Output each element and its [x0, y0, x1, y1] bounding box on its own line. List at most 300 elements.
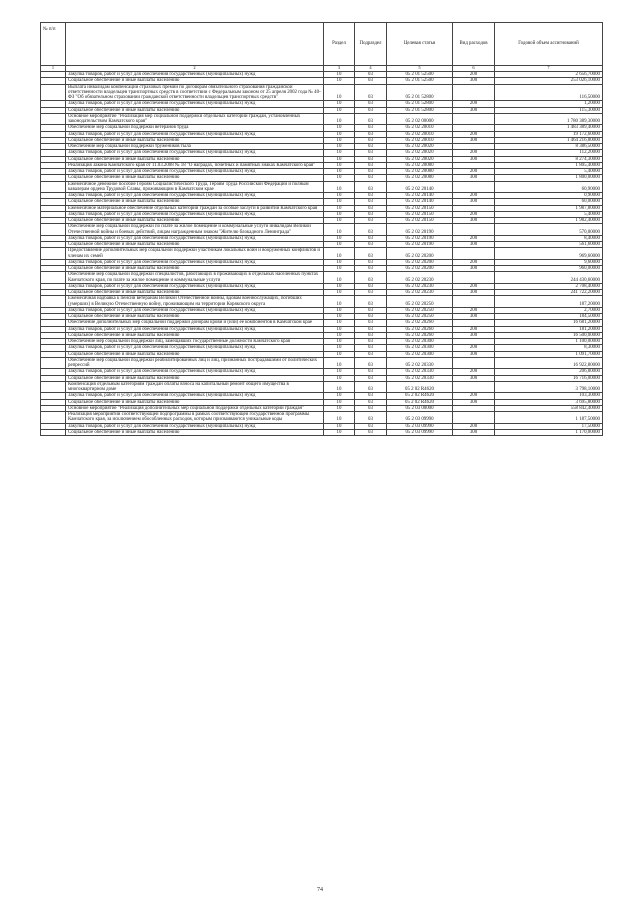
- row-amount-cell: 1 100,00000: [495, 339, 603, 345]
- row-name-cell: Основное мероприятие "Реализация мер социальной поддержки отдельных категорий граждан, установленных законодательством Камчатского края": [66, 113, 324, 125]
- row-section-cell: 10: [324, 259, 355, 265]
- row-amount-cell: 1 987,80000: [495, 205, 603, 211]
- table-row: [41, 429, 603, 435]
- row-section-cell: 10: [324, 169, 355, 175]
- row-amount-cell: 112,20000: [495, 150, 603, 156]
- row-amount-cell: 2 708,40000: [495, 283, 603, 289]
- row-subsection-cell: 03: [355, 205, 387, 211]
- row-number-cell: [41, 296, 66, 308]
- row-section-cell: 10: [324, 137, 355, 143]
- row-name-cell: Предоставление дополнительных мер социальной поддержки участникам локальных войн и вооруженных конфликтов и членам их семей: [66, 248, 324, 260]
- row-subsection-cell: 03: [355, 242, 387, 248]
- row-number-cell: [41, 429, 66, 435]
- row-section-cell: 10: [324, 205, 355, 211]
- row-section-cell: 10: [324, 381, 355, 393]
- header-section: Раздел: [324, 23, 355, 66]
- row-subsection-cell: 03: [355, 283, 387, 289]
- row-name-cell: Социальное обеспечение и иные выплаты населению: [66, 199, 324, 205]
- column-index: 5: [387, 66, 453, 72]
- row-amount-cell: 206,80000: [495, 369, 603, 375]
- row-target-cell: 05 2 02 20250: [387, 314, 453, 320]
- row-section-cell: 10: [324, 107, 355, 113]
- row-name-cell: Закупка товаров, работ и услуг для обеспечения государственных (муниципальных) нужд: [66, 72, 324, 78]
- row-subsection-cell: 03: [355, 266, 387, 272]
- row-target-cell: 05 2 02 20230: [387, 290, 453, 296]
- table-row: [41, 84, 603, 101]
- row-name-cell: Закупка товаров, работ и услуг для обеспечения государственных (муниципальных) нужд: [66, 193, 324, 199]
- row-target-cell: 05 2 02 20080: [387, 175, 453, 181]
- row-section-cell: 10: [324, 351, 355, 357]
- row-section-cell: 10: [324, 101, 355, 107]
- row-amount-cell: 184,50000: [495, 314, 603, 320]
- row-section-cell: 10: [324, 375, 355, 381]
- row-subsection-cell: 03: [355, 144, 387, 150]
- row-type-cell: 200: [453, 131, 495, 137]
- row-subsection-cell: 03: [355, 218, 387, 224]
- row-number-cell: [41, 248, 66, 260]
- row-section-cell: 10: [324, 78, 355, 84]
- page-number: 74: [317, 887, 323, 893]
- row-name-cell: Компенсация отдельным категориям граждан оплаты взноса на капитальный ремонт общего имущества в многоквартирном доме: [66, 381, 324, 393]
- row-name-cell: Обеспечение мер социальной поддержки реабилитированных лиц и лиц, признанных пострадавшими от политических репрессий: [66, 357, 324, 369]
- row-type-cell: [453, 412, 495, 424]
- row-subsection-cell: 03: [355, 423, 387, 429]
- table-row: [41, 113, 603, 125]
- row-subsection-cell: 03: [355, 375, 387, 381]
- row-amount-cell: 9,60000: [495, 259, 603, 265]
- row-target-cell: 05 2 02 20330: [387, 375, 453, 381]
- column-index: 3: [324, 66, 355, 72]
- row-amount-cell: 116,50000: [495, 84, 603, 101]
- row-section-cell: 10: [324, 429, 355, 435]
- row-amount-cell: 241 722,20000: [495, 290, 603, 296]
- row-amount-cell: 115,30000: [495, 107, 603, 113]
- row-target-cell: 05 2 02 20330: [387, 357, 453, 369]
- table-row: [41, 272, 603, 284]
- row-target-cell: 05 2 02 20330: [387, 369, 453, 375]
- row-subsection-cell: 03: [355, 84, 387, 101]
- row-target-cell: 05 2 02 20250: [387, 296, 453, 308]
- row-amount-cell: 19 172,60000: [495, 131, 603, 137]
- row-target-cell: 05 2 02 20150: [387, 205, 453, 211]
- row-type-cell: 200: [453, 169, 495, 175]
- row-section-cell: 10: [324, 125, 355, 131]
- header-name: [66, 23, 324, 66]
- row-subsection-cell: 03: [355, 326, 387, 332]
- row-subsection-cell: 03: [355, 72, 387, 78]
- row-subsection-cell: 03: [355, 320, 387, 326]
- row-type-cell: 200: [453, 326, 495, 332]
- row-target-cell: 05 2 02 20020: [387, 144, 453, 150]
- row-amount-cell: 3 695,80000: [495, 399, 603, 405]
- row-name-cell: Социальное обеспечение и иные выплаты населению: [66, 175, 324, 181]
- row-amount-cell: 60,00000: [495, 199, 603, 205]
- row-subsection-cell: 03: [355, 78, 387, 84]
- row-type-cell: 300: [453, 218, 495, 224]
- row-target-cell: 05 2 01 52800: [387, 84, 453, 101]
- row-amount-cell: 244 430,60000: [495, 272, 603, 284]
- row-target-cell: 05 2 02 R4620: [387, 399, 453, 405]
- table-row: [41, 248, 603, 260]
- row-subsection-cell: 03: [355, 399, 387, 405]
- table-row: [41, 181, 603, 193]
- row-name-cell: Закупка товаров, работ и услуг для обеспечения государственных (муниципальных) нужд: [66, 235, 324, 241]
- row-target-cell: 05 2 02 20140: [387, 193, 453, 199]
- row-target-cell: 05 2 02 20140: [387, 181, 453, 193]
- row-section-cell: 10: [324, 156, 355, 162]
- row-name-cell: Закупка товаров, работ и услуг для обеспечения государственных (муниципальных) нужд: [66, 369, 324, 375]
- row-section-cell: 10: [324, 193, 355, 199]
- table-row: [41, 224, 603, 236]
- row-name-cell: Закупка товаров, работ и услуг для обеспечения государственных (муниципальных) нужд: [66, 211, 324, 217]
- row-section-cell: 10: [324, 235, 355, 241]
- row-amount-cell: 8,30000: [495, 345, 603, 351]
- row-section-cell: 10: [324, 248, 355, 260]
- column-index: 2: [66, 66, 324, 72]
- column-index: 7: [495, 66, 603, 72]
- row-subsection-cell: 03: [355, 125, 387, 131]
- row-subsection-cell: 03: [355, 369, 387, 375]
- row-name-cell: Закупка товаров, работ и услуг для обеспечения государственных (муниципальных) нужд: [66, 169, 324, 175]
- row-name-cell: Обеспечение мер социальной поддержки по плате за жилое помещение и коммунальные услуги инвалидам Великой Отечественной войны и боевых действий, лицам награжденным знаком "Жителю блокадного Ленинграда": [66, 224, 324, 236]
- row-subsection-cell: 03: [355, 272, 387, 284]
- row-section-cell: 10: [324, 72, 355, 78]
- row-name-cell: Ежемесячное материальное обеспечение отдельных категорий граждан за особые заслуги в развитии Камчатского края: [66, 205, 324, 211]
- row-target-cell: 05 2 03 09990: [387, 429, 453, 435]
- row-target-cell: 05 2 02 R4620: [387, 393, 453, 399]
- row-name-cell: Выплата инвалидам компенсаций страховых премий по договорам обязательного страхования гражданской ответственности владельцев транспортных средств в соответствии с Федеральным законом от 25 апреля 2002 года № 40-ФЗ "Об обязательном страховании гражданской ответственности владельцев транспортных средств": [66, 84, 324, 101]
- row-section-cell: 10: [324, 242, 355, 248]
- row-amount-cell: 8 274,30000: [495, 156, 603, 162]
- row-section-cell: 10: [324, 296, 355, 308]
- row-type-cell: 300: [453, 266, 495, 272]
- row-subsection-cell: 03: [355, 290, 387, 296]
- row-target-cell: 05 2 02 20200: [387, 259, 453, 265]
- row-type-cell: 300: [453, 351, 495, 357]
- row-amount-cell: 1 091,70000: [495, 351, 603, 357]
- row-name-cell: Социальное обеспечение и иные выплаты населению: [66, 351, 324, 357]
- row-amount-cell: 16 716,00000: [495, 375, 603, 381]
- row-subsection-cell: 03: [355, 393, 387, 399]
- budget-table: [40, 22, 603, 436]
- row-target-cell: 05 2 01 52800: [387, 101, 453, 107]
- row-target-cell: 05 2 02 20200: [387, 248, 453, 260]
- row-target-cell: 05 2 02 20300: [387, 351, 453, 357]
- row-name-cell: Закупка товаров, работ и услуг для обеспечения государственных (муниципальных) нужд: [66, 393, 324, 399]
- row-name-cell: Социальное обеспечение и иные выплаты населению: [66, 107, 324, 113]
- row-section-cell: 10: [324, 175, 355, 181]
- row-type-cell: 300: [453, 199, 495, 205]
- row-number-cell: [41, 181, 66, 193]
- row-amount-cell: 8,40000: [495, 235, 603, 241]
- row-subsection-cell: 03: [355, 137, 387, 143]
- row-target-cell: 05 2 02 20020: [387, 156, 453, 162]
- column-index: 1: [41, 66, 66, 72]
- row-type-cell: [453, 357, 495, 369]
- row-name-cell: Социальное обеспечение и иные выплаты населению: [66, 242, 324, 248]
- row-target-cell: 05 2 02 20140: [387, 199, 453, 205]
- row-name-cell: Социальное обеспечение и иные выплаты населению: [66, 218, 324, 224]
- row-section-cell: 10: [324, 199, 355, 205]
- row-type-cell: 200: [453, 307, 495, 313]
- row-subsection-cell: 03: [355, 405, 387, 411]
- row-amount-cell: 187,20000: [495, 296, 603, 308]
- row-target-cell: 05 2 02 20190: [387, 224, 453, 236]
- row-type-cell: [453, 296, 495, 308]
- row-amount-cell: 253 026,10000: [495, 78, 603, 84]
- row-name-cell: Ежемесячное денежное пособие Героям Социалистического Труда, Героям Труда Российской Федерации и полным кавалерам ордена Трудовой Славы, проживающим в Камчатском крае: [66, 181, 324, 193]
- row-type-cell: 200: [453, 193, 495, 199]
- row-amount-cell: 3 798,10000: [495, 381, 603, 393]
- row-name-cell: Закупка товаров, работ и услуг для обеспечения государственных (муниципальных) нужд: [66, 345, 324, 351]
- row-name-cell: Закупка товаров, работ и услуг для обеспечения государственных (муниципальных) нужд: [66, 307, 324, 313]
- table-header-row: [41, 23, 603, 66]
- row-section-cell: 10: [324, 314, 355, 320]
- row-subsection-cell: 03: [355, 339, 387, 345]
- row-subsection-cell: 03: [355, 211, 387, 217]
- row-section-cell: 10: [324, 412, 355, 424]
- row-section-cell: 10: [324, 150, 355, 156]
- row-type-cell: 300: [453, 290, 495, 296]
- row-section-cell: 10: [324, 357, 355, 369]
- row-subsection-cell: 03: [355, 296, 387, 308]
- row-amount-cell: 60,90000: [495, 181, 603, 193]
- row-amount-cell: 17,50000: [495, 423, 603, 429]
- row-subsection-cell: 03: [355, 357, 387, 369]
- row-subsection-cell: 03: [355, 107, 387, 113]
- row-amount-cell: 16 681,20000: [495, 320, 603, 326]
- table-body: [41, 72, 603, 436]
- row-type-cell: 200: [453, 345, 495, 351]
- row-target-cell: 05 2 02 20200: [387, 266, 453, 272]
- row-number-cell: [41, 113, 66, 125]
- row-target-cell: 05 2 03 09990: [387, 423, 453, 429]
- row-section-cell: 10: [324, 345, 355, 351]
- column-index: 6: [453, 66, 495, 72]
- row-type-cell: 200: [453, 101, 495, 107]
- row-type-cell: [453, 272, 495, 284]
- header-subsection: Подраздел: [355, 23, 387, 66]
- row-section-cell: 10: [324, 181, 355, 193]
- row-name-cell: Социальное обеспечение и иные выплаты населению: [66, 399, 324, 405]
- row-type-cell: 200: [453, 235, 495, 241]
- row-type-cell: 200: [453, 211, 495, 217]
- row-target-cell: 05 2 02 00000: [387, 113, 453, 125]
- header-number: № п/п: [41, 23, 66, 66]
- row-name-cell: Социальное обеспечение и иные выплаты населению: [66, 290, 324, 296]
- row-section-cell: 10: [324, 144, 355, 150]
- row-section-cell: 10: [324, 162, 355, 168]
- row-type-cell: 200: [453, 150, 495, 156]
- row-section-cell: 10: [324, 393, 355, 399]
- row-type-cell: 300: [453, 137, 495, 143]
- row-section-cell: 10: [324, 326, 355, 332]
- row-type-cell: 300: [453, 314, 495, 320]
- row-subsection-cell: 03: [355, 199, 387, 205]
- table-row: [41, 357, 603, 369]
- row-target-cell: 05 2 02 20300: [387, 339, 453, 345]
- row-amount-cell: 570,00000: [495, 224, 603, 236]
- row-subsection-cell: 03: [355, 162, 387, 168]
- row-subsection-cell: 03: [355, 156, 387, 162]
- row-type-cell: [453, 181, 495, 193]
- row-number-cell: [41, 84, 66, 101]
- row-type-cell: 300: [453, 175, 495, 181]
- row-name-cell: Закупка товаров, работ и услуг для обеспечения государственных (муниципальных) нужд: [66, 150, 324, 156]
- row-amount-cell: 103,30000: [495, 393, 603, 399]
- header-amount: Годовой объем ассигнований: [495, 23, 603, 66]
- row-name-cell: Реализация мероприятий соответствующей подпрограммы в рамках соответствующей государственной программы Камчатского края, за исключением обособленных расходов, которым присваиваются уникальные коды: [66, 412, 324, 424]
- row-subsection-cell: 03: [355, 175, 387, 181]
- row-amount-cell: 5,40000: [495, 211, 603, 217]
- row-type-cell: 300: [453, 107, 495, 113]
- row-subsection-cell: 03: [355, 248, 387, 260]
- table-row: [41, 412, 603, 424]
- row-amount-cell: 16 500,00000: [495, 332, 603, 338]
- row-type-cell: [453, 113, 495, 125]
- row-type-cell: 200: [453, 283, 495, 289]
- row-section-cell: 10: [324, 423, 355, 429]
- header-target-article: Целевая статья: [387, 23, 453, 66]
- row-target-cell: 05 2 02 20260: [387, 320, 453, 326]
- row-target-cell: 05 2 01 52500: [387, 72, 453, 78]
- row-subsection-cell: 03: [355, 351, 387, 357]
- row-target-cell: 05 2 03 09990: [387, 412, 453, 424]
- row-section-cell: 10: [324, 211, 355, 217]
- row-number-cell: [41, 224, 66, 236]
- row-target-cell: 05 2 02 20010: [387, 125, 453, 131]
- row-number-cell: [41, 357, 66, 369]
- row-amount-cell: 1 187,50000: [495, 412, 603, 424]
- row-section-cell: 10: [324, 339, 355, 345]
- row-target-cell: 05 2 02 20190: [387, 242, 453, 248]
- row-target-cell: 05 2 02 20010: [387, 131, 453, 137]
- row-type-cell: 300: [453, 429, 495, 435]
- row-name-cell: Закупка товаров, работ и услуг для обеспечения государственных (муниципальных) нужд: [66, 283, 324, 289]
- row-section-cell: 10: [324, 332, 355, 338]
- row-amount-cell: 1 800,00000: [495, 175, 603, 181]
- row-name-cell: Обеспечение мер социальной поддержки тружеников тыла: [66, 144, 324, 150]
- row-target-cell: 05 2 01 52800: [387, 107, 453, 113]
- row-subsection-cell: 03: [355, 193, 387, 199]
- row-target-cell: 05 2 02 20230: [387, 272, 453, 284]
- row-target-cell: 05 2 02 20010: [387, 137, 453, 143]
- row-type-cell: 200: [453, 369, 495, 375]
- row-amount-cell: 1,20000: [495, 101, 603, 107]
- row-subsection-cell: 03: [355, 259, 387, 265]
- row-type-cell: 200: [453, 393, 495, 399]
- row-target-cell: 05 2 03 00000: [387, 405, 453, 411]
- row-name-cell: Обеспечение мер социальной поддержки лиц, замещавших государственные должности Камчатского края: [66, 339, 324, 345]
- header-expense-type: Вид расходов: [453, 23, 495, 66]
- row-amount-cell: 0,90000: [495, 193, 603, 199]
- row-name-cell: Закупка товаров, работ и услуг для обеспечения государственных (муниципальных) нужд: [66, 131, 324, 137]
- row-section-cell: 10: [324, 290, 355, 296]
- row-name-cell: Обеспечение дополнительных мер социальной поддержки донорам крови и (или) ее компонентов в Камчатском крае: [66, 320, 324, 326]
- row-amount-cell: 1 483 389,40000: [495, 125, 603, 131]
- row-subsection-cell: 03: [355, 181, 387, 193]
- row-amount-cell: 969,60000: [495, 248, 603, 260]
- row-amount-cell: 8 386,50000: [495, 144, 603, 150]
- row-type-cell: [453, 224, 495, 236]
- row-name-cell: Основное мероприятие "Реализация дополнительных мер социальной поддержки отдельных категорий граждан": [66, 405, 324, 411]
- row-target-cell: 05 2 02 20230: [387, 283, 453, 289]
- row-target-cell: 05 2 02 20260: [387, 326, 453, 332]
- row-section-cell: 10: [324, 283, 355, 289]
- row-target-cell: 05 2 02 20250: [387, 307, 453, 313]
- row-type-cell: [453, 248, 495, 260]
- row-name-cell: Закупка товаров, работ и услуг для обеспечения государственных (муниципальных) нужд: [66, 326, 324, 332]
- row-subsection-cell: 03: [355, 169, 387, 175]
- row-name-cell: Социальное обеспечение и иные выплаты населению: [66, 78, 324, 84]
- row-subsection-cell: 03: [355, 332, 387, 338]
- row-name-cell: Реализация Закона Камчатского края от 11.03.2008 № 18 "О наградах, почетных и памятных знаках Камчатского края": [66, 162, 324, 168]
- row-type-cell: 300: [453, 78, 495, 84]
- table-row: [41, 381, 603, 393]
- row-name-cell: Обеспечение мер социальной поддержки специалистов, работающих в проживающих в отдельных населенных пунктах Камчатского края, по плате за жилое помещение и коммунальные услуги: [66, 272, 324, 284]
- row-type-cell: 300: [453, 375, 495, 381]
- row-amount-cell: 1 780 389,30000: [495, 113, 603, 125]
- row-section-cell: 10: [324, 266, 355, 272]
- row-target-cell: 05 2 02 20150: [387, 218, 453, 224]
- row-number-cell: [41, 381, 66, 393]
- row-target-cell: 05 2 02 R4620: [387, 381, 453, 393]
- row-subsection-cell: 03: [355, 381, 387, 393]
- row-section-cell: 10: [324, 320, 355, 326]
- row-subsection-cell: 03: [355, 429, 387, 435]
- row-name-cell: Социальное обеспечение и иные выплаты населению: [66, 314, 324, 320]
- row-amount-cell: 960,00000: [495, 266, 603, 272]
- row-type-cell: 200: [453, 423, 495, 429]
- row-name-cell: Обеспечение мер социальной поддержки ветеранов труда: [66, 125, 324, 131]
- row-amount-cell: 16 922,80000: [495, 357, 603, 369]
- row-subsection-cell: 03: [355, 314, 387, 320]
- row-amount-cell: 2,70000: [495, 307, 603, 313]
- row-amount-cell: 181,20000: [495, 326, 603, 332]
- row-amount-cell: 1 464 216,80000: [495, 137, 603, 143]
- column-index: 4: [355, 66, 387, 72]
- row-target-cell: 05 2 02 20300: [387, 345, 453, 351]
- row-section-cell: 10: [324, 369, 355, 375]
- row-section-cell: 10: [324, 405, 355, 411]
- row-amount-cell: 558 842,40000: [495, 405, 603, 411]
- row-amount-cell: 2 656,70000: [495, 72, 603, 78]
- row-name-cell: Социальное обеспечение и иные выплаты населению: [66, 137, 324, 143]
- row-name-cell: Социальное обеспечение и иные выплаты населению: [66, 429, 324, 435]
- row-amount-cell: 1 805,40000: [495, 162, 603, 168]
- row-target-cell: 05 2 02 20080: [387, 162, 453, 168]
- row-name-cell: Социальное обеспечение и иные выплаты населению: [66, 332, 324, 338]
- row-type-cell: 300: [453, 399, 495, 405]
- row-amount-cell: 5,40000: [495, 169, 603, 175]
- row-type-cell: [453, 84, 495, 101]
- row-section-cell: 10: [324, 307, 355, 313]
- row-subsection-cell: 03: [355, 101, 387, 107]
- row-subsection-cell: 03: [355, 307, 387, 313]
- row-section-cell: 10: [324, 272, 355, 284]
- row-number-cell: [41, 412, 66, 424]
- row-target-cell: 05 2 02 20080: [387, 169, 453, 175]
- row-amount-cell: 1 982,40000: [495, 218, 603, 224]
- row-name-cell: Ежемесячная надбавка к пенсии ветеранам Великой Отечественной войны, вдовам военнослужащих, погибших (умерших) в Великую Отечественную войну, проживающим на территории Корякского округа: [66, 296, 324, 308]
- row-section-cell: 10: [324, 399, 355, 405]
- row-type-cell: 300: [453, 332, 495, 338]
- row-name-cell: Закупка товаров, работ и услуг для обеспечения государственных (муниципальных) нужд: [66, 101, 324, 107]
- row-type-cell: 300: [453, 156, 495, 162]
- row-target-cell: 05 2 02 20260: [387, 332, 453, 338]
- row-target-cell: 05 2 02 20020: [387, 150, 453, 156]
- row-type-cell: [453, 381, 495, 393]
